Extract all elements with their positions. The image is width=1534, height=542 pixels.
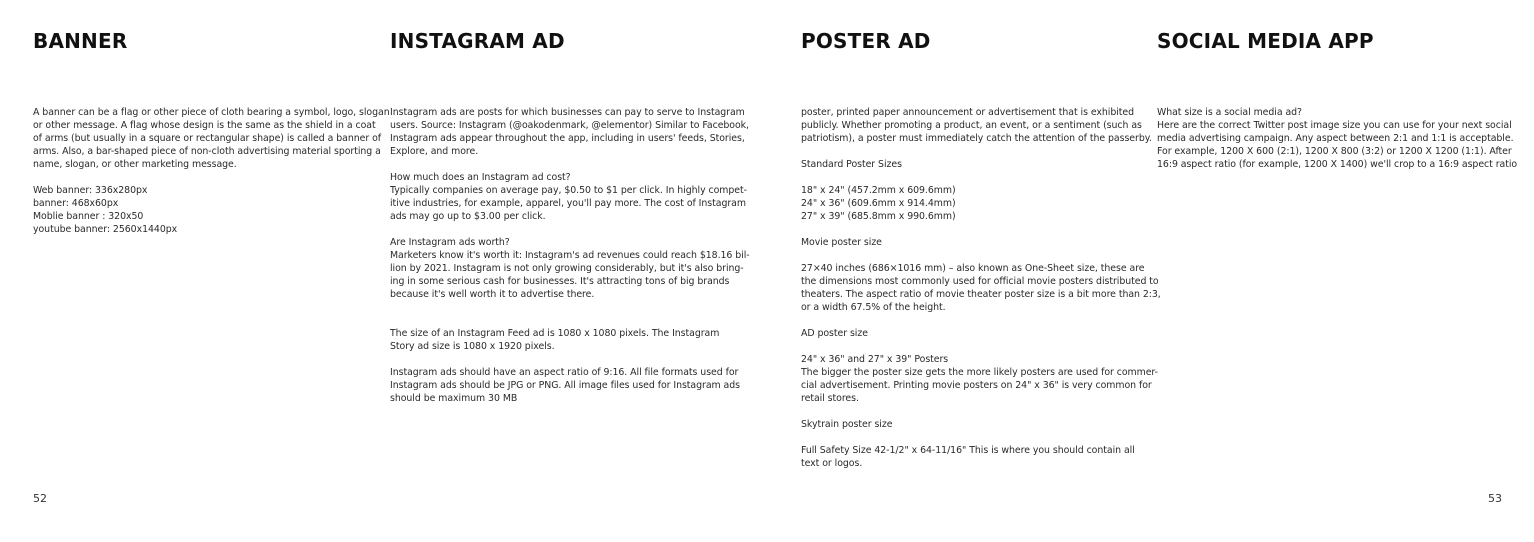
list-item: 24" x 36" (609.6mm x 914.4mm) [801, 198, 956, 209]
poster-ad-heading: POSTER AD [801, 29, 931, 53]
text-line: The size of an Instagram Feed ad is 1080 x 1080 pixels. The Instagram [390, 328, 720, 339]
text-line: should be maximum 30 MB [390, 393, 518, 404]
text-line: or other message. A flag whose design is the same as the shield in a coat [33, 120, 376, 131]
banner-intro-paragraph [33, 106, 390, 171]
instagram-ratio-paragraph [390, 366, 740, 405]
text-line: Marketers know it's worth it: Instagram's ad revenues could reach $18.16 bil- [390, 250, 750, 261]
banner-heading: BANNER [33, 29, 128, 53]
text-line: lion by 2021. Instagram is not only growing considerably, but it's also bring- [390, 263, 744, 274]
movie-poster-size-paragraph [801, 262, 1161, 314]
text-line: For example, 1200 X 600 (2:1), 1200 X 800 (3:2) or 1200 X 1200 (1:1). After [1157, 146, 1512, 157]
text-line: name, slogan, or other marketing message. [33, 159, 237, 170]
instagram-cost-paragraph [390, 171, 747, 223]
text-line: of arms (but usually in a square or rectangular shape) is called a banner of [33, 133, 382, 144]
standard-poster-sizes-title: Standard Poster Sizes [801, 159, 902, 170]
text-line: the dimensions most commonly used for official movie posters distributed to [801, 276, 1159, 287]
text-line: arms. Also, a bar-shaped piece of non-cloth advertising material sporting a [33, 146, 381, 157]
list-item: 18" x 24" (457.2mm x 609.6mm) [801, 185, 956, 196]
page-number-left: 52 [33, 492, 47, 505]
list-item: Web banner: 336x280px [33, 185, 148, 196]
text-line: Story ad size is 1080 x 1920 pixels. [390, 341, 555, 352]
instagram-column [390, 106, 750, 405]
social-media-paragraph [1157, 106, 1518, 171]
ad-poster-size-paragraph [801, 353, 1158, 405]
text-line: because it's well worth it to advertise there. [390, 289, 595, 300]
text-line: The bigger the poster size gets the more likely posters are used for commer- [801, 367, 1158, 378]
text-line: text or logos. [801, 458, 863, 469]
text-line: What size is a social media ad? [1157, 107, 1302, 118]
text-line: retail stores. [801, 393, 859, 404]
text-line: theaters. The aspect ratio of movie theater poster size is a bit more than 2:3, [801, 289, 1161, 300]
poster-intro-paragraph [801, 106, 1151, 145]
text-line: Instagram ads appear throughout the app, including in users' feeds, Stories, [390, 133, 745, 144]
text-line: Instagram ads should have an aspect ratio of 9:16. All file formats used for [390, 367, 739, 378]
instagram-ad-heading: INSTAGRAM AD [390, 29, 565, 53]
instagram-intro-paragraph [390, 106, 749, 158]
ad-poster-size-title: AD poster size [801, 328, 868, 339]
text-line: users. Source: Instagram (@oakodenmark, @elementor) Similar to Facebook, [390, 120, 749, 131]
banner-sizes-list [33, 184, 378, 236]
text-line: Explore, and more. [390, 146, 479, 157]
text-line: ads may go up to $3.00 per click. [390, 211, 546, 222]
text-line: publicly. Whether promoting a product, an event, or a sentiment (such as [801, 120, 1142, 131]
list-item: 27" x 39" (685.8mm x 990.6mm) [801, 211, 956, 222]
page-number-right: 53 [1488, 492, 1502, 505]
text-line: Instagram ads are posts for which businesses can pay to serve to Instagram [390, 107, 745, 118]
text-line: or a width 67.5% of the height. [801, 302, 946, 313]
text-line: A banner can be a flag or other piece of cloth bearing a symbol, logo, slogan [33, 107, 390, 118]
skytrain-poster-size-title: Skytrain poster size [801, 419, 893, 430]
text-line: Full Safety Size 42-1/2" x 64-11/16" This is where you should contain all [801, 445, 1135, 456]
text-line: itive industries, for example, apparel, you'll pay more. The cost of Instagram [390, 198, 746, 209]
text-line: 16:9 aspect ratio (for example, 1200 X 1400) we'll crop to a 16:9 aspect ratio [1157, 159, 1518, 170]
instagram-size-paragraph [390, 327, 740, 353]
text-line: Here are the correct Twitter post image size you can use for your next social [1157, 120, 1512, 131]
text-line: ing in some serious cash for businesses. It's attracting tons of big brands [390, 276, 730, 287]
text-line: 27×40 inches (686×1016 mm) – also known as One-Sheet size, these are [801, 263, 1145, 274]
list-item: banner: 468x60px [33, 198, 119, 209]
social-media-column [1157, 106, 1518, 171]
list-item: youtube banner: 2560x1440px [33, 224, 178, 235]
text-line: 24" x 36" and 27" x 39" Posters [801, 354, 949, 365]
poster-column [801, 106, 1161, 470]
text-line: Typically companies on average pay, $0.50 to $1 per click. In highly compet- [390, 185, 747, 196]
movie-poster-size-title: Movie poster size [801, 237, 882, 248]
text-line: media advertising campaign. Any aspect between 2:1 and 1:1 is acceptable. [1157, 133, 1514, 144]
social-media-app-heading: SOCIAL MEDIA APP [1157, 29, 1374, 53]
list-item: Moblie banner : 320x50 [33, 211, 144, 222]
text-line: poster, printed paper announcement or advertisement that is exhibited [801, 107, 1135, 118]
standard-poster-sizes-list [801, 184, 1151, 223]
text-line: patriotism), a poster must immediately catch the attention of the passerby. [801, 133, 1152, 144]
skytrain-poster-size-paragraph [801, 444, 1151, 470]
text-line: How much does an Instagram ad cost? [390, 172, 571, 183]
instagram-worth-paragraph [390, 236, 750, 301]
text-line: cial advertisement. Printing movie posters on 24" x 36" is very common for [801, 380, 1152, 391]
banner-column [33, 106, 390, 236]
text-line: Instagram ads should be JPG or PNG. All image files used for Instagram ads [390, 380, 740, 391]
text-line: Are Instagram ads worth? [390, 237, 510, 248]
